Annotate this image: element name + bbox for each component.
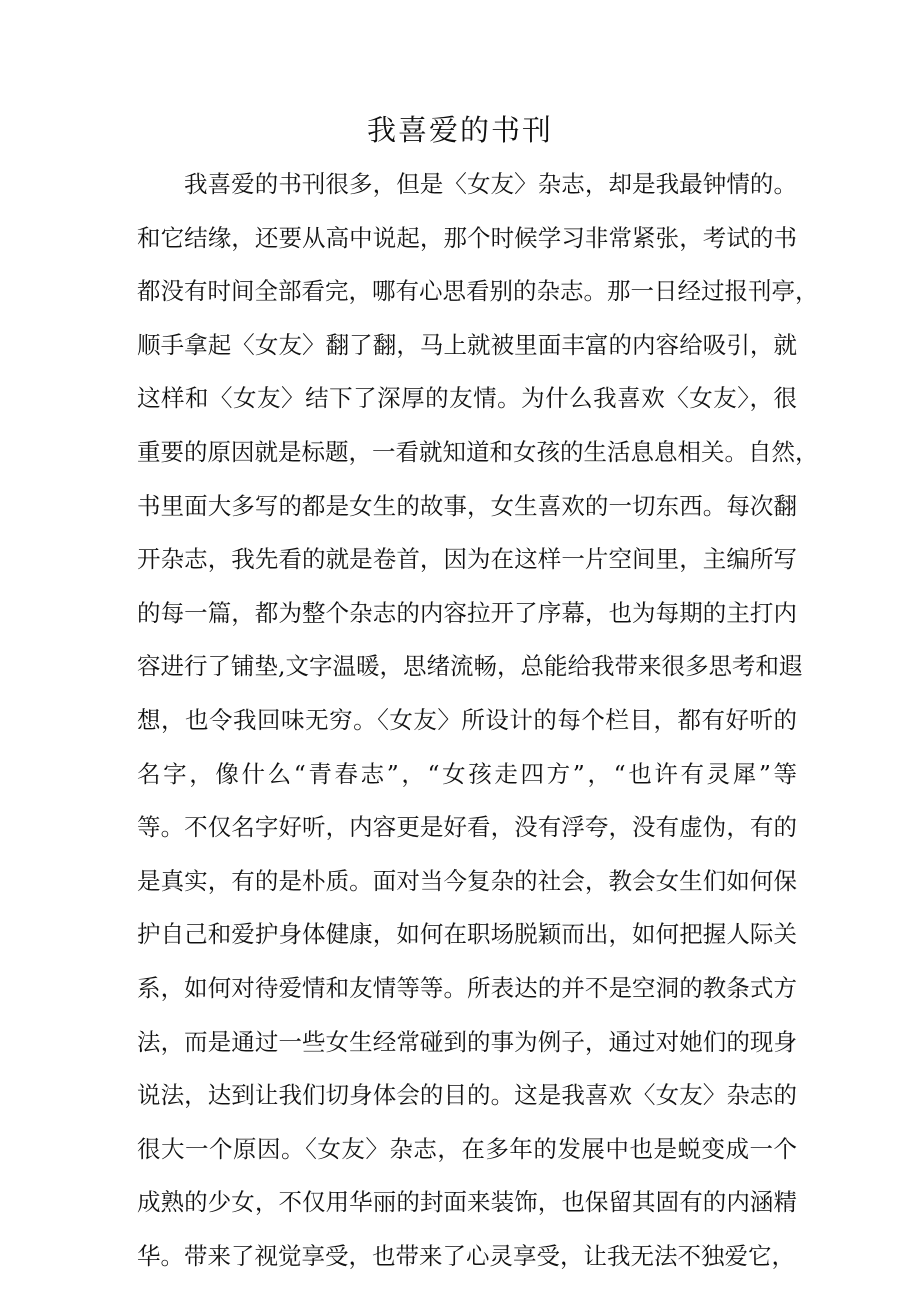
body-line: 想，也令我回味无穷。〈女友〉所设计的每个栏目，都有好听的 [137,705,797,734]
body-line: 名字，像什么“青春志”，“女孩走四方”，“也许有灵犀”等 [137,759,797,788]
document-body [137,158,819,1283]
body-line: 很大一个原因。〈女友〉杂志，在多年的发展中也是蜕变成一个 [137,1134,797,1163]
body-line: 护自己和爱护身体健康，如何在职场脱颖而出，如何把握人际关 [137,920,797,949]
body-line: 我喜爱的书刊很多，但是〈女友〉杂志，却是我最钟情的。 [184,170,797,198]
body-line: 系，如何对待爱情和友情等等。所表达的并不是空洞的教条式方 [137,973,797,1002]
body-line: 这样和〈女友〉结下了深厚的友情。为什么我喜欢〈女友〉，很 [137,384,797,413]
body-line: 华。带来了视觉享受，也带来了心灵享受，让我无法不独爱它， [137,1241,795,1270]
body-line: 的每一篇，都为整个杂志的内容拉开了序幕，也为每期的主打内 [137,598,797,627]
body-line: 顺手拿起〈女友〉翻了翻，马上就被里面丰富的内容给吸引，就 [137,330,797,359]
body-line: 法，而是通过一些女生经常碰到的事为例子，通过对她们的现身 [137,1027,797,1056]
document-title: 我喜爱的书刊 [366,113,553,147]
body-line: 重要的原因就是标题，一看就知道和女孩的生活息息相关。自然， [137,437,819,466]
body-line: 都没有时间全部看完，哪有心思看别的杂志。那一日经过报刊亭， [137,277,819,306]
body-line: 容进行了铺垫,文字温暖，思绪流畅，总能给我带来很多思考和遐 [137,652,803,681]
body-line: 成熟的少女，不仅用华丽的封面来装饰，也保留其固有的内涵精 [137,1188,797,1217]
body-line: 说法，达到让我们切身体会的目的。这是我喜欢〈女友〉杂志的 [137,1081,797,1110]
body-line: 是真实，有的是朴质。面对当今复杂的社会，教会女生们如何保 [137,866,797,895]
body-line: 等。不仅名字好听，内容更是好看，没有浮夸，没有虚伪，有的 [137,813,797,842]
body-line: 和它结缘，还要从高中说起，那个时候学习非常紧张，考试的书 [137,223,797,252]
body-line: 书里面大多写的都是女生的故事，女生喜欢的一切东西。每次翻 [137,491,797,520]
body-line: 开杂志，我先看的就是卷首，因为在这样一片空间里，主编所写 [137,545,797,574]
